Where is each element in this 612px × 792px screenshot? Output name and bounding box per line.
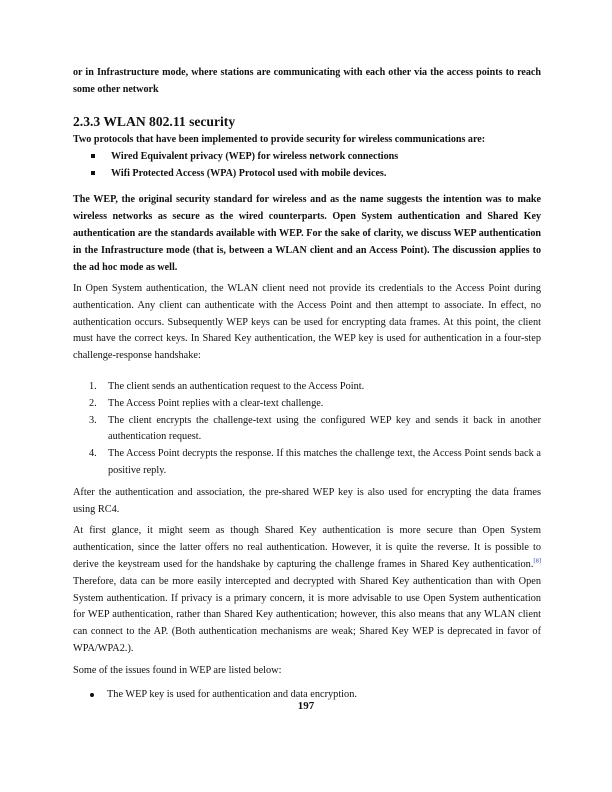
reference-link[interactable]: [8]: [533, 557, 541, 565]
square-bullet-icon: [91, 154, 95, 158]
page-content: [73, 64, 541, 703]
list-item: 3. The client encrypts the challenge-text using the configured WEP key and sends it back in another authentication request.: [89, 414, 541, 443]
intro-post: , where stations are communicating with each other via the access points to reach some other network: [73, 67, 542, 95]
list-item: The WEP key is used for authentication and data encryption.: [73, 687, 541, 704]
list-item: 1. The client sends an authentication request to the Access Point.: [89, 380, 365, 392]
glance-paragraph: At first glance, it might seem as though Shared Key authentication is more secure than Open System authentication, since the latter offers no real authentication. However, it is quite the reverse. It is possible to derive the keystream used for the handshake by capturing the challenge frames in Shared Key authentication.[8] Therefore, data can be more easily intercepted and decrypted with Shared Key authentication than with Open System authentication. If privacy is a primary concern, it is more advisable to use Open System authentication for WEP authentication, rather than Shared Key authentication; however, this also means that any WLAN client can connect to the AP. (Both authentication mechanisms are weak; Shared Key WEP is deprecated in favor of WPA/WPA2.).: [73, 525, 541, 654]
list-item: 2. The Access Point replies with a clear-text challenge.: [89, 397, 324, 409]
intro-pre: or in: [73, 67, 97, 78]
section-heading: 2.3.3 WLAN 802.11 security: [73, 114, 236, 129]
wep-paragraph: The WEP, the original security standard for wireless and as the name suggests the intention was to make wireless networks as secure as the wired counterparts. Open System authentication and Shared Key authentication are the standards available with WEP. For the sake of clarity, we discuss WEP authentication in the Infrastructure mode (that is, between a WLAN client and an Access Point). The discussion applies to the ad hoc mode as well.: [73, 194, 541, 273]
list-item: 4. The Access Point decrypts the response. If this matches the challenge text, the Access Point sends back a positive reply.: [89, 448, 541, 476]
list-item: Wifi Protected Access (WPA) Protocol used with mobile devices.: [91, 165, 541, 182]
list-item: Wired Equivalent privacy (WEP) for wireless network connections: [91, 148, 541, 165]
issues-intro: Some of the issues found in WEP are listed below:: [73, 664, 282, 676]
page-number: 197: [297, 700, 315, 712]
bullet-icon: [90, 693, 94, 697]
intro-paragraph: [73, 64, 541, 98]
square-bullet-icon: [91, 171, 95, 175]
protocols-intro: Two protocols that have been implemented to provide security for wireless communications are:: [73, 134, 486, 145]
protocol-list: [73, 148, 541, 182]
open-system-paragraph: In Open System authentication, the WLAN client need not provide its credentials to the Access Point during authentication. Any client can authenticate with the Access Point and then attempt to associate. In effect, no authentication occurs. Subsequently WEP keys can be used for encrypting data frames. At this point, the client must have the correct keys. In Shared Key authentication, the WEP key is used for authentication in a four-step challenge-response handshake:: [73, 283, 541, 362]
intro-term: Infrastructure mode: [96, 67, 186, 78]
handshake-steps: [73, 379, 541, 480]
after-paragraph: After the authentication and association, the pre-shared WEP key is also used for encrypting the data frames using RC4.: [73, 486, 541, 515]
